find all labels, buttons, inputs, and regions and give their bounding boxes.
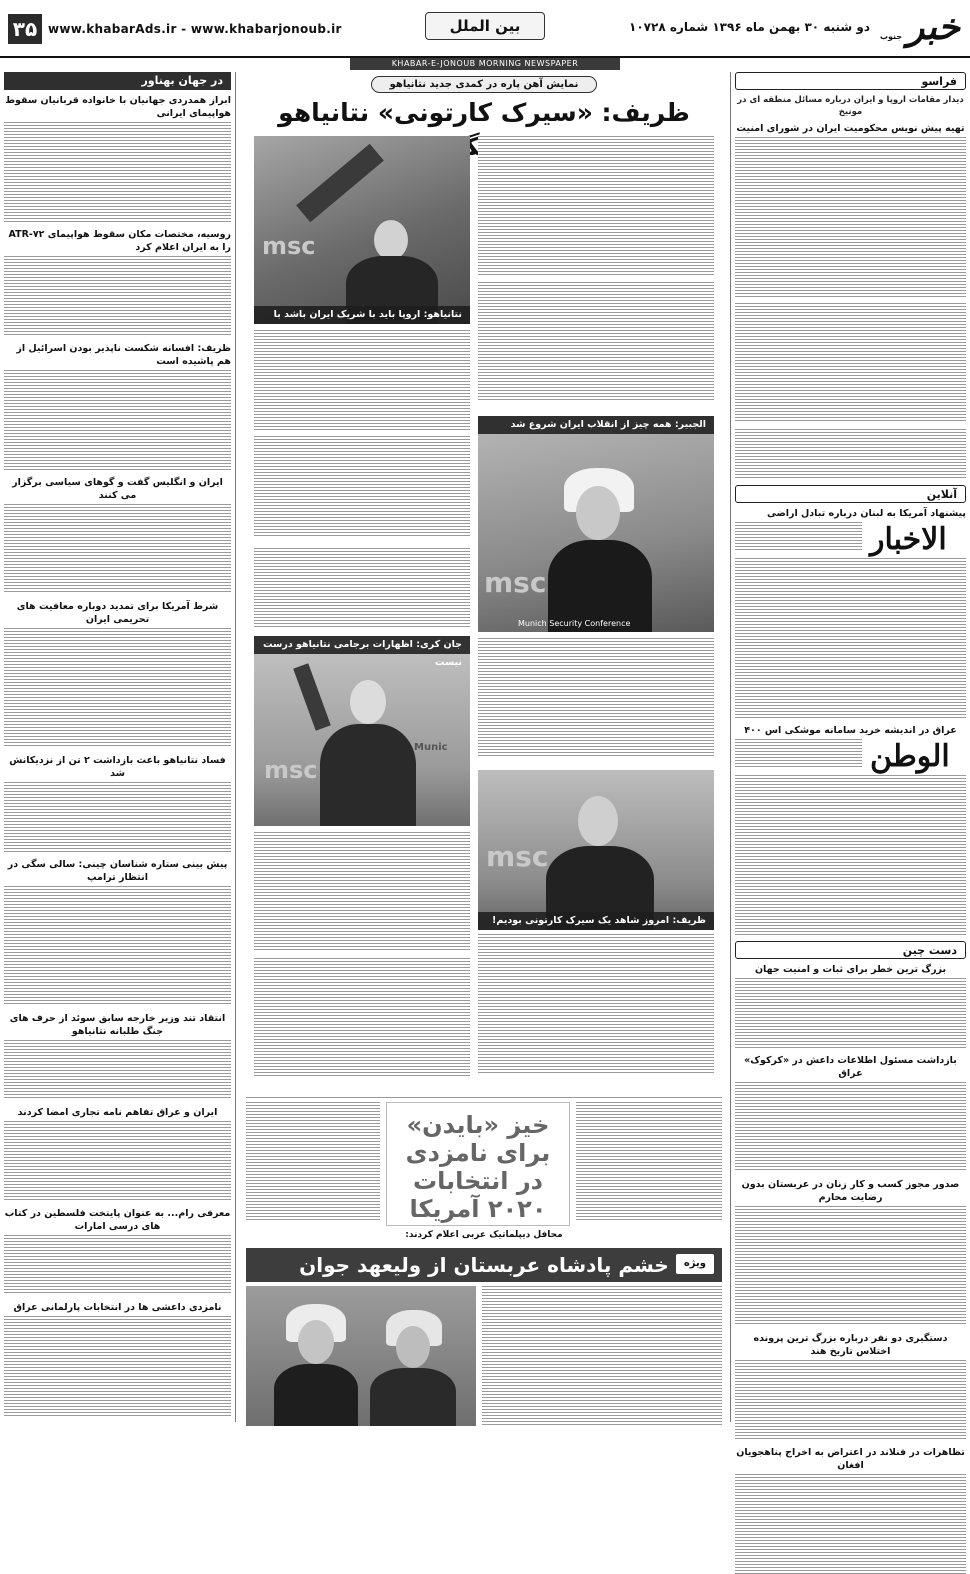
headline: روسیه، مختصات مکان سقوط هواپیمای ATR-۷۲ را به ایران اعلام کرد [8,229,231,253]
caption-zarif: ظریف: امروز شاهد یک سیرک کارتونی بودیم! [478,912,714,930]
text-block [735,303,966,423]
center-area [246,72,722,1422]
text-block [4,1121,231,1201]
netanyahu-photo [254,136,470,324]
newspaper-logo [880,4,964,52]
text-block [4,628,231,748]
main-kicker: نمایش آهن پاره در کمدی جدید نتانیاهو [246,76,722,94]
headline: پیش بینی ستاره شناسان چینی: سالی سگی در انتظار ترامپ [7,859,228,883]
masthead [0,0,970,58]
saudi-headline-banner [246,1248,722,1282]
article-text [478,934,714,1090]
section-header-online: آنلاین [735,485,966,503]
text-block [4,886,231,1006]
headline: ظریف: افسانه شکست ناپذیر بودن اسرائیل از هم پاشیده است [16,343,231,367]
article-text [246,1102,380,1226]
headline: بازداشت مسئول اطلاعات داعش در «کرکوک» عراق [744,1055,957,1079]
text-block [4,370,231,470]
text-block [735,1082,966,1172]
text-block [735,429,966,479]
left-column [4,72,236,1422]
headline: عراق در اندیشه خرید سامانه موشکی اس ۴۰۰ [744,725,957,736]
al-akhbar-logo: الاخبار [870,522,947,557]
biden-box: خیز «بایدن» برای نامزدی در انتخابات ۲۰۲۰ آمریکا [386,1102,570,1226]
al-watan-logo: الوطن [870,739,950,774]
text-block [4,1316,231,1416]
msc-logo: msc [484,566,547,599]
article-text [254,330,470,542]
headline: بزرگ ترین خطر برای ثبات و امنیت جهان [754,964,947,975]
headline: شرط آمریکا برای تمدید دوباره معافیت های تحریمی ایران [16,601,219,625]
text-block [735,558,966,718]
article-text [254,832,470,1090]
text-block [735,137,966,297]
main-headline: ظریف: «سیرک کارتونی» نتانیاهو [278,98,690,127]
page-number: ۳۵ [8,14,42,44]
dateline: دو شنبه ۳۰ بهمن ماه ۱۳۹۶ شماره ۱۰۷۲۸ [629,20,870,34]
conference-banner: Munic [414,742,448,753]
article-text [254,548,470,636]
logo-sub: جنوب [880,32,903,41]
kicker: دیدار مقامات اروپا و ایران درباره مسائل منطقه ای در مونیخ [737,95,964,117]
zarif-photo [478,770,714,930]
headline: ایران و عراق تفاهم نامه تجاری امضا کردند [17,1107,218,1118]
msc-logo: msc [264,756,318,784]
article-text [482,1286,722,1424]
article-text [576,1102,722,1226]
saudi-headline: خشم پادشاه عربستان از ولیعهد جوان [299,1253,669,1277]
text-block [735,1206,966,1326]
caption-jubeir: الجبیر: همه چیز از انقلاب ایران شروع شد [478,416,714,434]
masthead-strip: KHABAR-E-JONOUB MORNING NEWSPAPER [350,58,620,70]
text-block [4,122,231,222]
headline: دستگیری دو نفر درباره بزرگ ترین پرونده اختلاس تاریخ هند [753,1333,948,1357]
caption-kerry: جان کری: اظهارات برجامی نتانیاهو درست نیست [254,636,470,654]
headline: انتقاد تند وزیر خارجه سابق سوئد از حرف های جنگ طلبانه نتانیاهو [9,1013,226,1037]
text-block [735,978,966,1048]
right-column [730,72,966,1471]
caption-netanyahu: نتانیاهو: اروپا باید با شریک ایران باشد با [254,306,470,324]
headline: فساد نتانیاهو باعث بازداشت ۲ تن از نزدیکانش شد [9,755,226,779]
headline: ایران و انگلیس گفت و گوهای سیاسی برگزار می کنند [12,477,223,501]
logo-main: خبر [907,6,960,48]
section-header-dastchin: دست چین [735,941,966,959]
saudi-kicker: محافل دیپلماتیک عربی اعلام کردند: [405,1230,563,1240]
special-tag: ویژه [676,1254,714,1274]
section-header-farasoo: فراسو [735,72,966,90]
text-block [735,522,862,552]
headline: معرفی رام... به عنوان پایتخت فلسطین در کتاب های درسی امارات [4,1208,231,1232]
headline: پیشنهاد آمریکا به لبنان درباره تبادل اراضی [766,508,966,519]
text-block [735,1474,966,1574]
headline: تهیه پیش نویس محکومیت ایران در شورای امنیت [736,123,965,134]
text-block [735,775,966,935]
text-block [4,1235,231,1295]
text-block [4,782,231,852]
msc-logo: msc [262,232,316,260]
website-links[interactable]: www.khabarAds.ir - www.khabarjonoub.ir [48,22,342,36]
saudi-royals-photo [246,1286,476,1426]
article-text [478,136,714,412]
text-block [4,1040,231,1100]
kerry-photo [254,636,470,826]
msc-logo: msc [486,840,549,873]
text-block [735,1360,966,1440]
article-text [478,638,714,766]
section-header-world: در جهان بهناور [4,72,231,90]
jubeir-photo [478,416,714,632]
headline: صدور مجوز کسب و کار زنان در عربستان بدون رضایت محارم [741,1179,960,1203]
headline: تظاهرات در فنلاند در اعتراض به اخراج پناهجویان افغان [736,1447,965,1471]
text-block [4,256,231,336]
text-block [4,504,231,594]
conference-banner: Munich Security Conference [518,619,631,628]
text-block [735,739,862,769]
headline: ابراز همدردی جهانیان با خانواده قربانیان سقوط هواپیمای ایرانی [5,95,231,119]
section-title: بین الملل [425,12,545,40]
headline: نامزدی داعشی ها در انتخابات پارلمانی عراق [13,1302,222,1313]
